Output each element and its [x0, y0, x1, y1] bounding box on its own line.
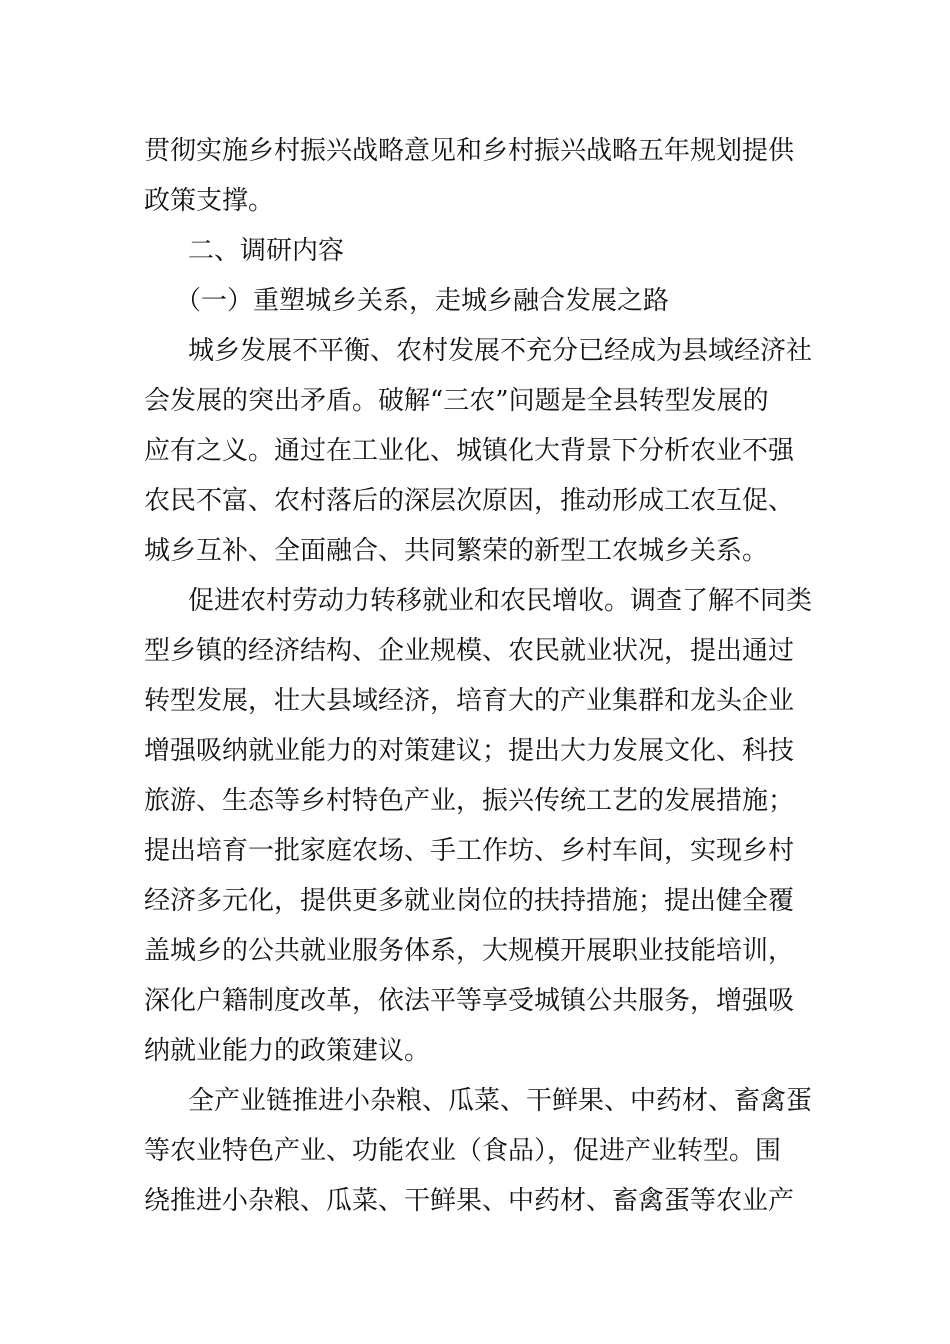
- text-line: 等农业特色产业、功能农业（食品），促进产业转型。围: [144, 1136, 782, 1166]
- section-heading: 二、调研内容: [188, 236, 345, 266]
- text-line: 盖城乡的公共就业服务体系，大规模开展职业技能培训，: [144, 936, 795, 966]
- text-line: 提出培育一批家庭农场、手工作坊、乡村车间，实现乡村: [144, 836, 795, 866]
- text-line: 应有之义。通过在工业化、城镇化大背景下分析农业不强: [144, 436, 795, 466]
- text-line: 旅游、生态等乡村特色产业，振兴传统工艺的发展措施；: [144, 786, 795, 816]
- text-line: 促进农村劳动力转移就业和农民增收。调查了解不同类: [188, 586, 813, 616]
- text-line: 城乡互补、全面融合、共同繁荣的新型工农城乡关系。: [144, 536, 769, 566]
- text-line: 农民不富、农村落后的深层次原因，推动形成工农互促、: [144, 486, 795, 516]
- text-line: 纳就业能力的政策建议。: [144, 1036, 431, 1066]
- text-line: 型乡镇的经济结构、企业规模、农民就业状况，提出通过: [144, 636, 795, 666]
- text-line: 政策支撑。: [144, 186, 275, 216]
- text-line: 深化户籍制度改革，依法平等享受城镇公共服务，增强吸: [144, 986, 795, 1016]
- text-line: 转型发展，壮大县域经济，培育大的产业集群和龙头企业: [144, 686, 795, 716]
- text-line: 增强吸纳就业能力的对策建议；提出大力发展文化、科技: [144, 736, 795, 766]
- text-line: 绕推进小杂粮、瓜菜、干鲜果、中药材、畜禽蛋等农业产: [144, 1186, 795, 1216]
- text-line: 贯彻实施乡村振兴战略意见和乡村振兴战略五年规划提供: [144, 136, 795, 166]
- text-line: 经济多元化，提供更多就业岗位的扶持措施；提出健全覆: [144, 886, 795, 916]
- text-line: 城乡发展不平衡、农村发展不充分已经成为县域经济社: [188, 336, 813, 366]
- text-line: 全产业链推进小杂粮、瓜菜、干鲜果、中药材、畜禽蛋: [188, 1086, 813, 1116]
- text-line: 会发展的突出矛盾。破解“三农”问题是全县转型发展的: [144, 386, 769, 416]
- subsection-heading: （一）重塑城乡关系，走城乡融合发展之路: [175, 286, 670, 316]
